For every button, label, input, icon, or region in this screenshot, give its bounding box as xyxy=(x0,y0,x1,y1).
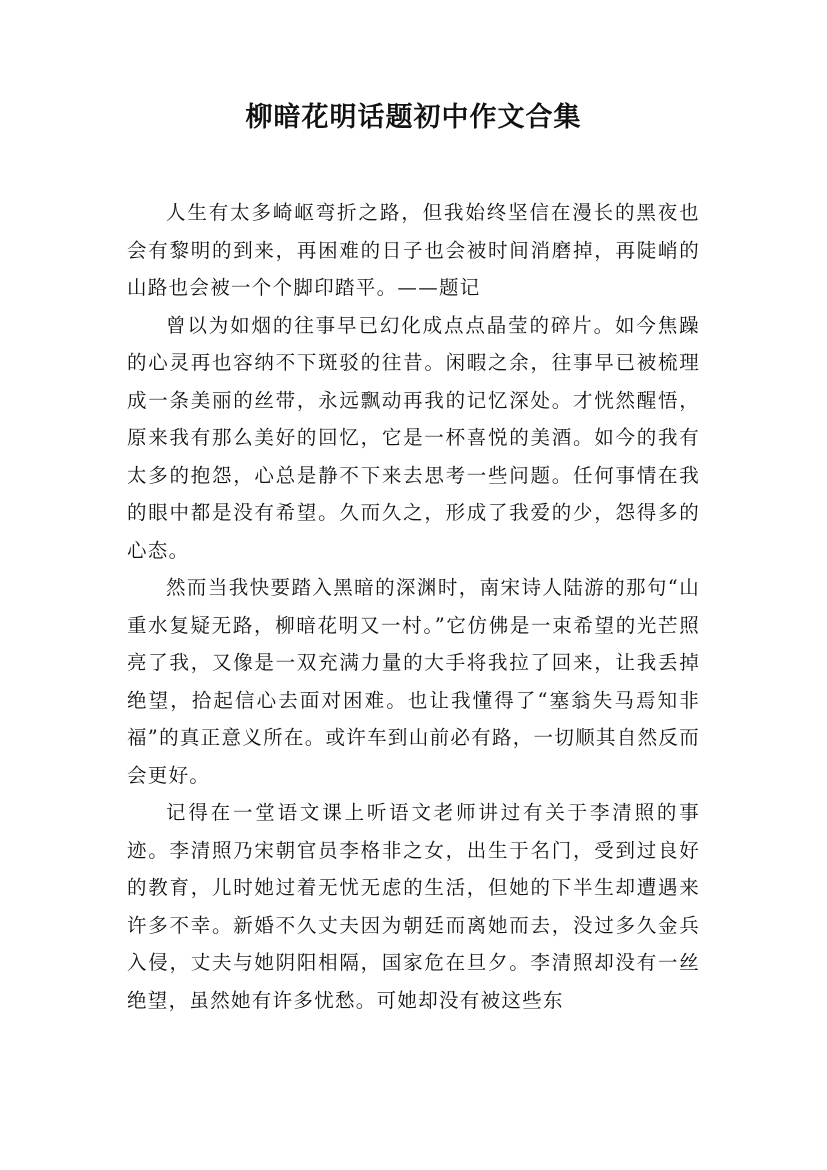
document-title: 柳暗花明话题初中作文合集 xyxy=(245,102,582,133)
paragraph-lu-you-poem: 然而当我快要踏入黑暗的深渊时，南宋诗人陆游的那句“山重水复疑无路，柳暗花明又一村。”它仿佛是一束希望的光芒照亮了我，又像是一双充满力量的大手将我拉了回来，让我丢掉绝望，拾起信心去面对困难。也让我懂得了“塞翁失马焉知非福”的真正意义所在。或许车到山前必有路，一切顺其自然反而会更好。 xyxy=(127,576,700,787)
paragraph-preface: 人生有太多崎岖弯折之路，但我始终坚信在漫长的黑夜也会有黎明的到来，再困难的日子也会被时间消磨掉，再陡峭的山路也会被一个个脚印踏平。——题记 xyxy=(127,201,700,299)
paragraph-li-qingzhao: 记得在一堂语文课上听语文老师讲过有关于李清照的事迹。李清照乃宋朝官员李格非之女，出生于名门，受到过良好的教育，儿时她过着无忧无虑的生活，但她的下半生却遭遇来许多不幸。新婚不久丈夫因为朝廷而离她而去，没过多久金兵入侵，丈夫与她阴阳相隔，国家危在旦夕。李清照却没有一丝绝望，虽然她有许多忧愁。可她却没有被这些东 xyxy=(127,801,700,1012)
paragraph-memories: 曾以为如烟的往事早已幻化成点点晶莹的碎片。如今焦躁的心灵再也容纳不下斑驳的往昔。闲暇之余，往事早已被梳理成一条美丽的丝带，永远飘动再我的记忆深处。才恍然醒悟，原来我有那么美好的回忆，它是一杯喜悦的美酒。如今的我有太多的抱怨，心总是静不下来去思考一些问题。任何事情在我的眼中都是没有希望。久而久之，形成了我爱的少，怨得多的心态。 xyxy=(127,313,700,562)
document-body xyxy=(127,194,700,1019)
